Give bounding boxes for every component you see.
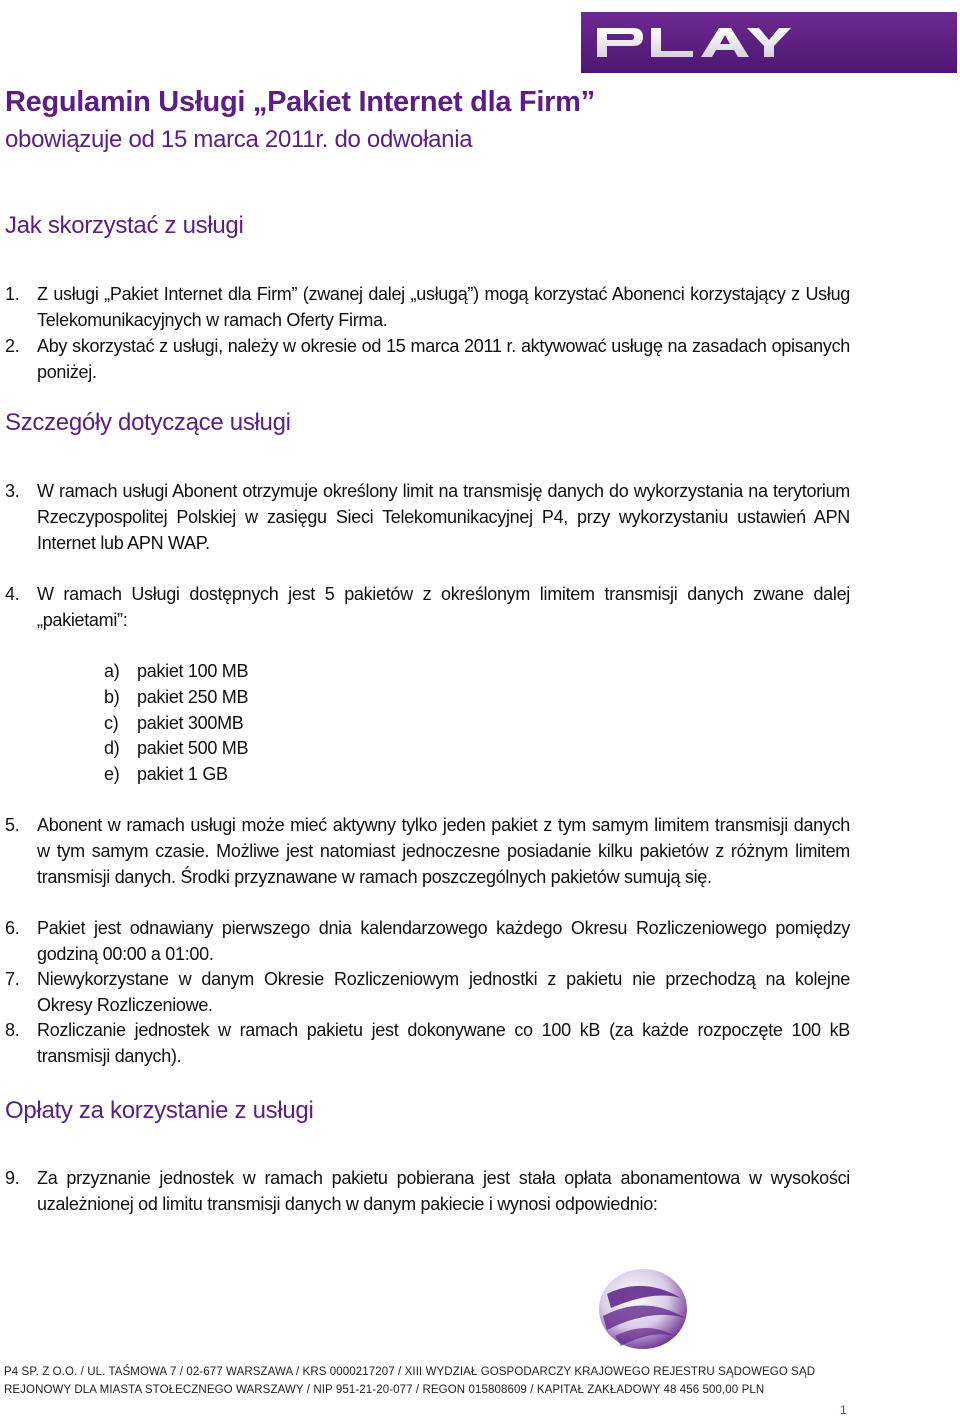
list-item-5 xyxy=(5,812,850,890)
list-item-1 xyxy=(5,281,850,333)
list-item-6 xyxy=(5,915,850,967)
package-text: pakiet 1 GB xyxy=(137,764,228,785)
package-letter: a) xyxy=(104,661,120,681)
item-number: 8. xyxy=(5,1020,20,1040)
play-logo-mark xyxy=(581,12,957,73)
package-item xyxy=(104,685,248,711)
list-item-8 xyxy=(5,1017,850,1069)
list-item-2 xyxy=(5,333,850,385)
item-text: Niewykorzystane w danym Okresie Rozliczeniowym jednostki z pakietu nie przechodzą na kolejne Okresy Rozliczeniowe. xyxy=(37,969,850,1015)
footer-company-info-line1: P4 SP. Z O.O. / UL. TAŚMOWA 7 / 02-677 WARSZAWA / KRS 0000217207 / XIII WYDZIAŁ GOSPODARCZY KRAJOWEGO REJESTRU SĄDOWEGO SĄD xyxy=(4,1366,816,1378)
item-text: Za przyznanie jednostek w ramach pakietu pobierana jest stała opłata abonamentowa w wysokości uzależnionej od limitu transmisji danych w danym pakiecie i wynosi odpowiednio: xyxy=(37,1168,850,1214)
package-item xyxy=(104,711,248,737)
package-text: pakiet 100 MB xyxy=(137,661,249,681)
item-text: Aby skorzystać z usługi, należy w okresie od 15 marca 2011 r. aktywować usługę na zasadach opisanych poniżej. xyxy=(37,336,850,382)
package-item xyxy=(104,736,248,762)
item-number: 5. xyxy=(5,815,20,835)
package-item xyxy=(104,762,248,788)
section-heading-usage: Jak skorzystać z usługi xyxy=(5,212,244,239)
item-number: 2. xyxy=(5,336,20,356)
package-text: pakiet 250 MB xyxy=(137,686,249,707)
item-number: 6. xyxy=(5,918,20,938)
play-logo xyxy=(581,12,957,73)
section-heading-fees: Opłaty za korzystanie z usługi xyxy=(5,1097,314,1124)
package-list xyxy=(104,659,248,788)
package-item xyxy=(104,659,248,685)
document-subtitle: obowiązuje od 15 marca 2011r. do odwołania xyxy=(5,126,473,153)
section-heading-details: Szczegóły dotyczące usługi xyxy=(5,409,291,436)
item-text: W ramach Usługi dostępnych jest 5 pakietów z określonym limitem transmisji danych zwane dalej „pakietami”: xyxy=(37,584,850,630)
item-text: Pakiet jest odnawiany pierwszego dnia kalendarzowego każdego Okresu Rozliczeniowego pomiędzy godziną 00:00 a 01:00. xyxy=(37,918,850,964)
document-title: Regulamin Usługi „Pakiet Internet dla Firm” xyxy=(5,86,595,118)
item-number: 3. xyxy=(5,481,20,501)
item-number: 4. xyxy=(5,584,20,604)
package-letter: b) xyxy=(104,686,120,707)
package-text: pakiet 500 MB xyxy=(137,738,249,759)
package-letter: e) xyxy=(104,764,120,785)
item-number: 7. xyxy=(5,969,20,989)
item-number: 1. xyxy=(5,284,20,304)
package-text: pakiet 300MB xyxy=(137,712,244,733)
package-letter: d) xyxy=(104,738,120,759)
list-item-4 xyxy=(5,581,850,633)
swirl-logo-icon xyxy=(593,1264,693,1354)
page-number: 1 xyxy=(840,1403,847,1417)
item-text: Rozliczanie jednostek w ramach pakietu jest dokonywane co 100 kB (za każde rozpoczęte 100 kB transmisji danych). xyxy=(37,1020,850,1066)
footer-company-info-line2: REJONOWY DLA MIASTA STOŁECZNEGO WARSZAWY / NIP 951-21-20-077 / REGON 015808609 / KAPITAŁ ZAKŁADOWY 48 456 500,00 PLN xyxy=(4,1384,765,1396)
list-item-7 xyxy=(5,966,850,1018)
item-text: Z usługi „Pakiet Internet dla Firm” (zwanej dalej „usługą”) mogą korzystać Abonenci korzystający z Usług Telekomunikacyjnych w ramach Oferty Firma. xyxy=(37,284,850,330)
package-letter: c) xyxy=(104,712,119,733)
list-item-9 xyxy=(5,1165,850,1217)
item-text: Abonent w ramach usługi może mieć aktywny tylko jeden pakiet z tym samym limitem transmisji danych w tym samym czasie. Możliwe jest natomiast jednoczesne posiadanie kilku pakietów z różnym limitem transmisji danych. Środki przyznawane w ramach poszczególnych pakietów sumują się. xyxy=(37,815,850,887)
list-item-3 xyxy=(5,478,850,556)
item-number: 9. xyxy=(5,1168,20,1188)
item-text: W ramach usługi Abonent otrzymuje określony limit na transmisję danych do wykorzystania na terytorium Rzeczypospolitej Polskiej w zasięgu Sieci Telekomunikacyjnej P4, przy wykorzystaniu ustawień APN Internet lub APN WAP. xyxy=(37,481,850,553)
